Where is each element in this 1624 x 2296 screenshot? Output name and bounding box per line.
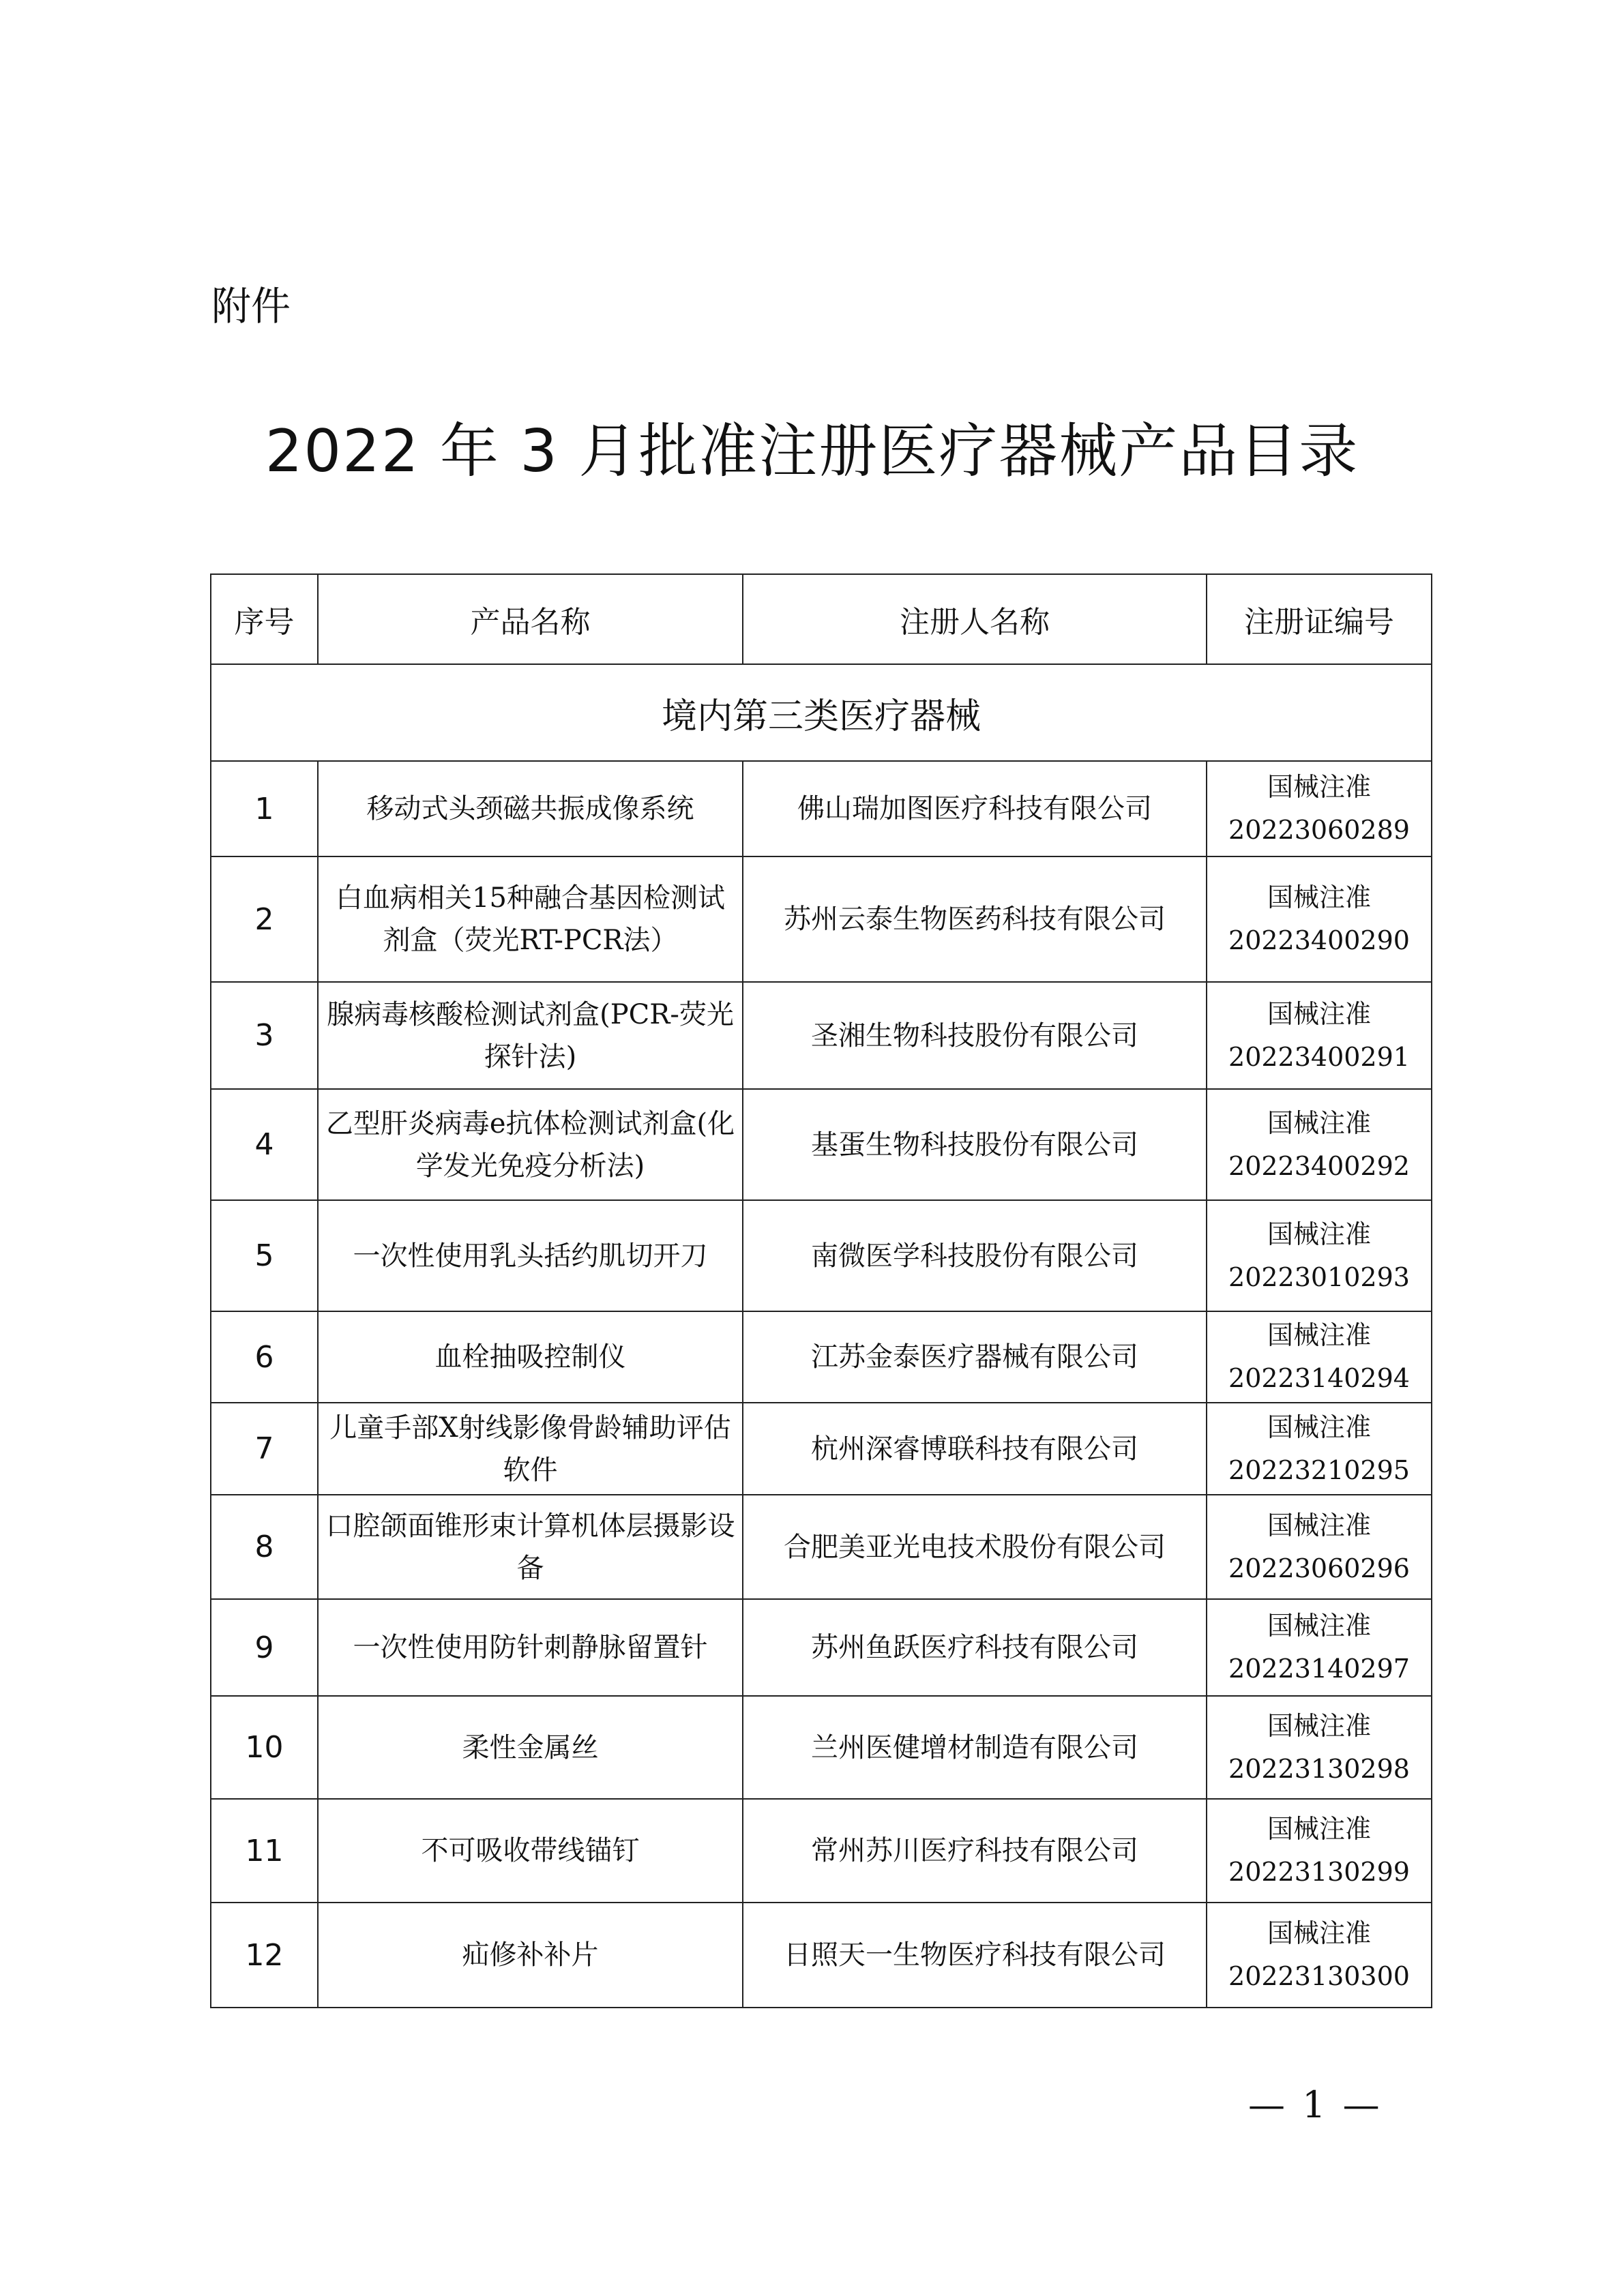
reg-prefix: 国械注准 [1267, 1219, 1371, 1249]
registrant-name: 江苏金泰医疗器械有限公司 [743, 1311, 1207, 1403]
registrant-name: 杭州深睿博联科技有限公司 [743, 1403, 1207, 1495]
reg-code: 20223130300 [1228, 1961, 1410, 1991]
registration-number [1207, 1311, 1432, 1403]
document-title: 2022 年 3 月批准注册医疗器械产品目录 [265, 417, 1359, 486]
table-row [211, 1403, 1432, 1495]
reg-prefix: 国械注准 [1267, 1320, 1371, 1351]
row-number: 7 [211, 1403, 318, 1495]
table-row [211, 982, 1432, 1089]
registration-number [1207, 982, 1432, 1089]
reg-prefix: 国械注准 [1267, 772, 1371, 803]
reg-code: 20223400291 [1228, 1041, 1410, 1072]
row-number: 6 [211, 1311, 318, 1403]
product-name: 移动式头颈磁共振成像系统 [318, 761, 743, 856]
product-name: 一次性使用防针刺静脉留置针 [318, 1599, 743, 1696]
row-number: 8 [211, 1495, 318, 1599]
table-row [211, 761, 1432, 856]
reg-prefix: 国械注准 [1267, 998, 1371, 1029]
reg-code: 20223140297 [1228, 1654, 1410, 1684]
table-row [211, 1311, 1432, 1403]
registration-number [1207, 856, 1432, 982]
registrant-name: 南微医学科技股份有限公司 [743, 1200, 1207, 1311]
row-number: 3 [211, 982, 318, 1089]
product-name: 口腔颌面锥形束计算机体层摄影设备 [318, 1495, 743, 1599]
table-row [211, 856, 1432, 982]
page-number: — 1 — [1248, 2083, 1383, 2126]
registration-number [1207, 761, 1432, 856]
reg-code: 20223060296 [1228, 1553, 1410, 1583]
table-row [211, 1599, 1432, 1696]
reg-code: 20223130299 [1228, 1857, 1410, 1887]
table-row [211, 1495, 1432, 1599]
section-title: 境内第三类医疗器械 [211, 664, 1432, 761]
row-number: 9 [211, 1599, 318, 1696]
registration-number [1207, 1089, 1432, 1200]
product-name: 乙型肝炎病毒e抗体检测试剂盒(化学发光免疫分析法) [318, 1089, 743, 1200]
reg-prefix: 国械注准 [1267, 1510, 1371, 1540]
section-row [211, 664, 1432, 761]
product-name: 儿童手部X射线影像骨龄辅助评估软件 [318, 1403, 743, 1495]
table-header-row [211, 574, 1432, 664]
row-number: 10 [211, 1696, 318, 1799]
reg-prefix: 国械注准 [1267, 1918, 1371, 1949]
product-catalog-table [210, 573, 1432, 2008]
reg-prefix: 国械注准 [1267, 1107, 1371, 1138]
registrant-name: 圣湘生物科技股份有限公司 [743, 982, 1207, 1089]
registrant-name: 佛山瑞加图医疗科技有限公司 [743, 761, 1207, 856]
registrant-name: 日照天一生物医疗科技有限公司 [743, 1903, 1207, 2008]
table-row [211, 1799, 1432, 1903]
registrant-name: 常州苏川医疗科技有限公司 [743, 1799, 1207, 1903]
reg-code: 20223400292 [1228, 1150, 1410, 1181]
reg-code: 20223400290 [1228, 925, 1410, 955]
registrant-name: 合肥美亚光电技术股份有限公司 [743, 1495, 1207, 1599]
product-name: 疝修补补片 [318, 1903, 743, 2008]
product-name: 血栓抽吸控制仪 [318, 1311, 743, 1403]
product-name: 不可吸收带线锚钉 [318, 1799, 743, 1903]
header-registrant-name: 注册人名称 [743, 574, 1207, 664]
header-registration-number: 注册证编号 [1207, 574, 1432, 664]
reg-code: 20223210295 [1228, 1455, 1410, 1485]
registrant-name: 苏州云泰生物医药科技有限公司 [743, 856, 1207, 982]
header-serial: 序号 [211, 574, 318, 664]
table-row [211, 1089, 1432, 1200]
registrant-name: 基蛋生物科技股份有限公司 [743, 1089, 1207, 1200]
product-name: 白血病相关15种融合基因检测试剂盒（荧光RT-PCR法） [318, 856, 743, 982]
registration-number [1207, 1495, 1432, 1599]
row-number: 12 [211, 1903, 318, 2008]
row-number: 11 [211, 1799, 318, 1903]
reg-prefix: 国械注准 [1267, 1710, 1371, 1741]
product-name: 一次性使用乳头括约肌切开刀 [318, 1200, 743, 1311]
registrant-name: 苏州鱼跃医疗科技有限公司 [743, 1599, 1207, 1696]
product-name: 柔性金属丝 [318, 1696, 743, 1799]
table-row [211, 1696, 1432, 1799]
reg-prefix: 国械注准 [1267, 882, 1371, 913]
reg-prefix: 国械注准 [1267, 1814, 1371, 1845]
registration-number [1207, 1903, 1432, 2008]
registration-number [1207, 1599, 1432, 1696]
row-number: 4 [211, 1089, 318, 1200]
header-product-name: 产品名称 [318, 574, 743, 664]
reg-prefix: 国械注准 [1267, 1611, 1371, 1641]
registration-number [1207, 1696, 1432, 1799]
reg-code: 20223130298 [1228, 1753, 1410, 1784]
registrant-name: 兰州医健增材制造有限公司 [743, 1696, 1207, 1799]
reg-prefix: 国械注准 [1267, 1412, 1371, 1442]
registration-number [1207, 1799, 1432, 1903]
table-row [211, 1200, 1432, 1311]
product-name: 腺病毒核酸检测试剂盒(PCR-荧光探针法) [318, 982, 743, 1089]
registration-number [1207, 1200, 1432, 1311]
reg-code: 20223140294 [1228, 1363, 1410, 1393]
row-number: 1 [211, 761, 318, 856]
reg-code: 20223010293 [1228, 1262, 1410, 1292]
reg-code: 20223060289 [1228, 815, 1410, 845]
row-number: 5 [211, 1200, 318, 1311]
table-row [211, 1903, 1432, 2008]
row-number: 2 [211, 856, 318, 982]
registration-number [1207, 1403, 1432, 1495]
attachment-label: 附件 [211, 283, 291, 329]
